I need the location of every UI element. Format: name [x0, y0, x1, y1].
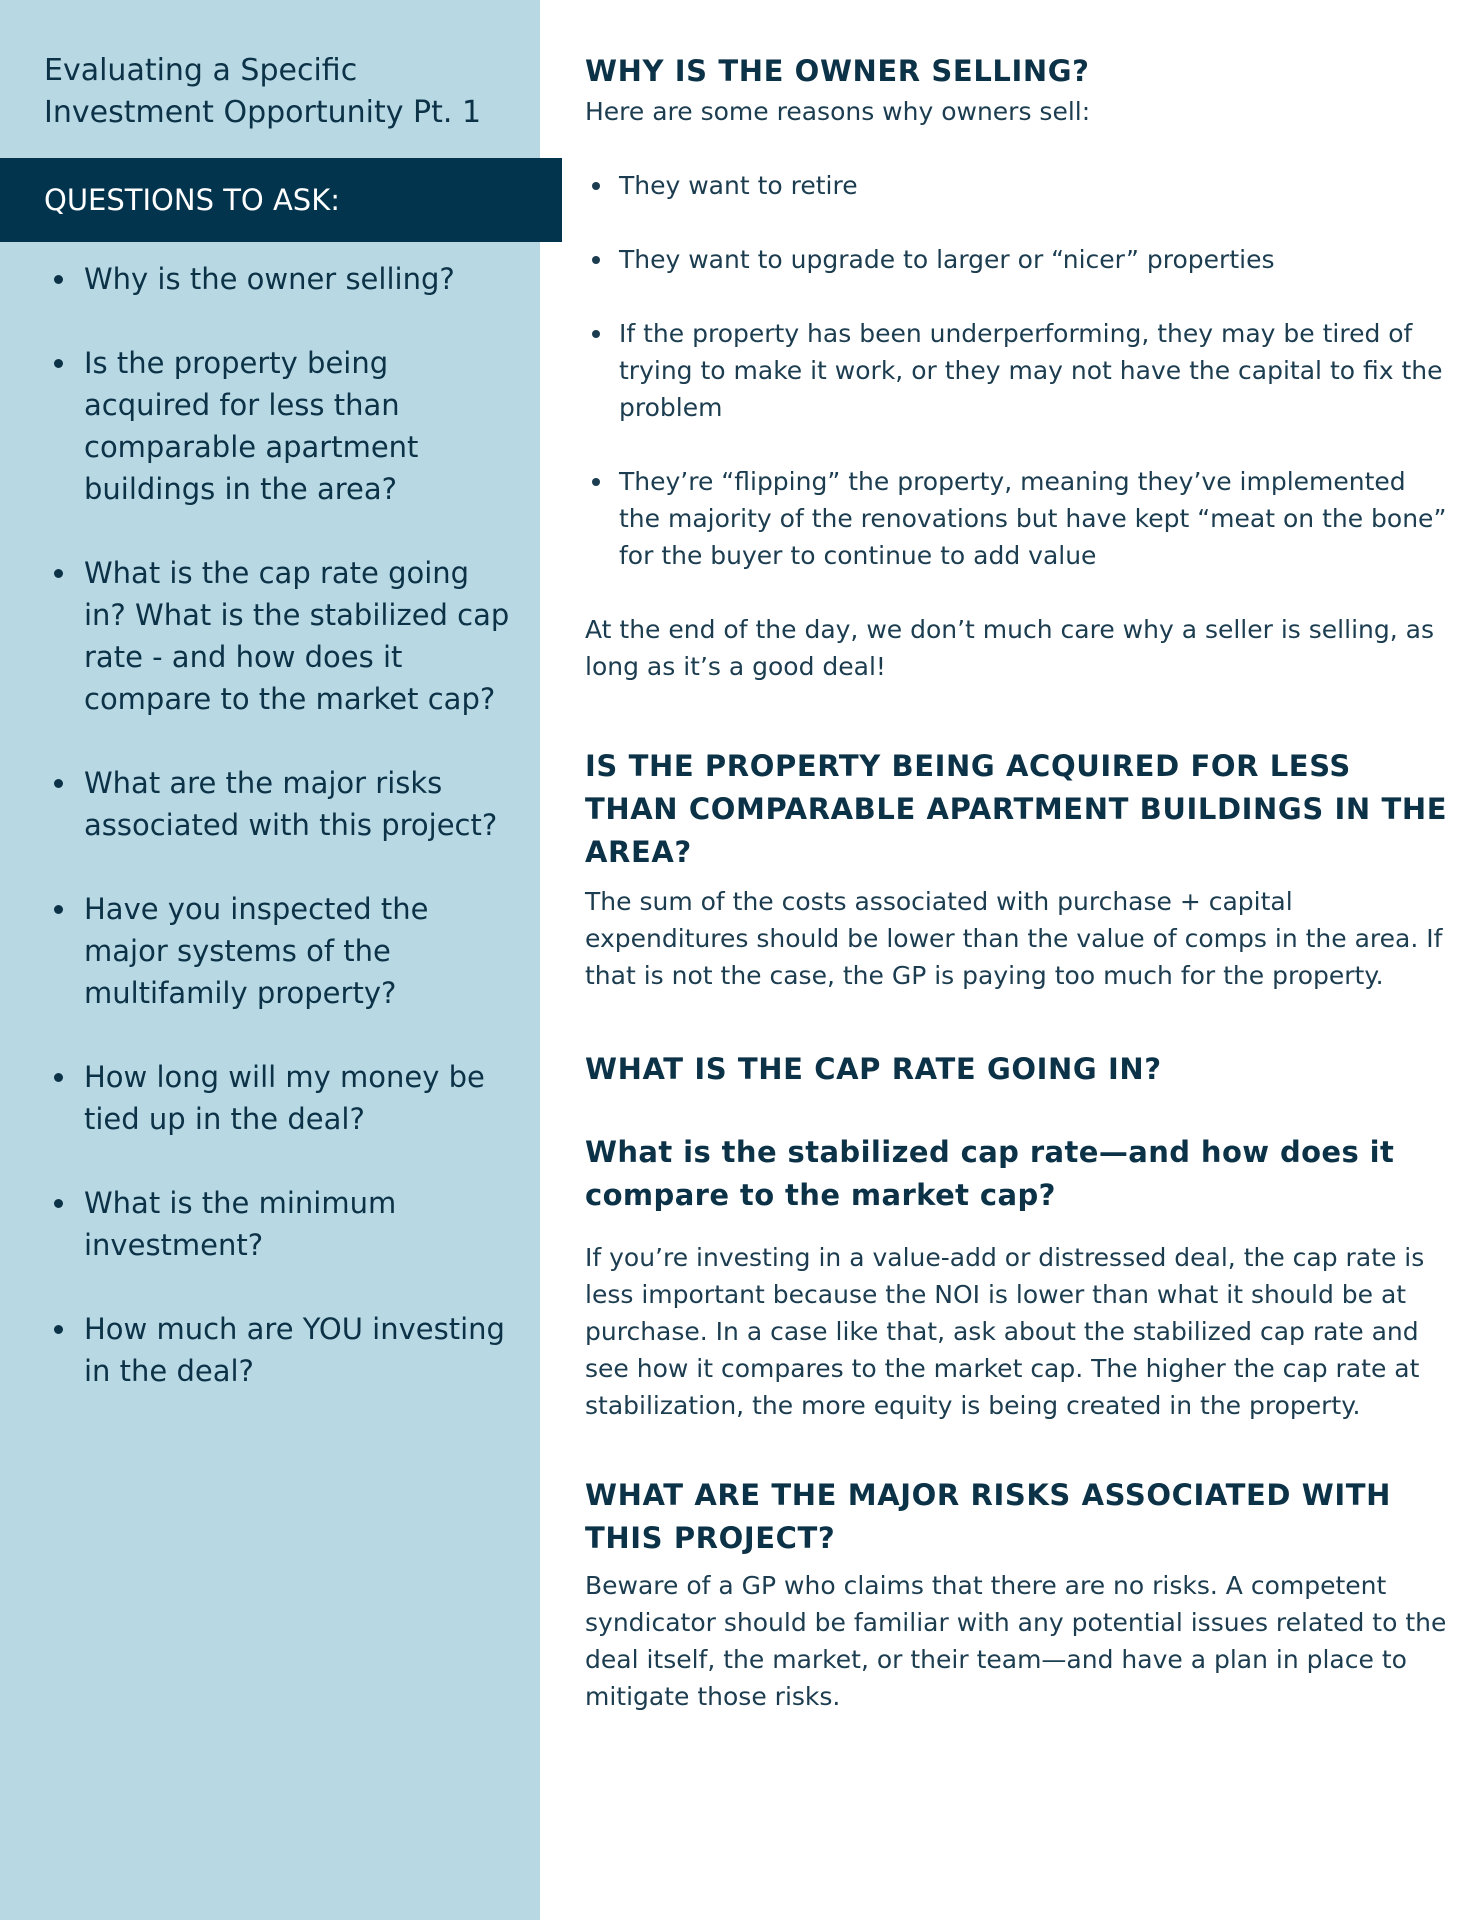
section-cap-rate	[585, 1048, 1450, 1424]
questions-header: QUESTIONS TO ASK:	[0, 158, 562, 242]
question-item: How long will my money be tied up in the deal?	[44, 1056, 514, 1140]
document-title: Evaluating a Specific Investment Opportunity Pt. 1	[44, 53, 482, 130]
section-body: The sum of the costs associated with purchase + capital expenditures should be lower than the value of comps in the area. If that is not the case, the GP is paying too much for the property.	[585, 887, 1443, 990]
section-owner-selling	[585, 50, 1450, 685]
reasons-list	[585, 167, 1450, 574]
questions-list	[44, 258, 514, 1434]
section-comparable-buildings	[585, 745, 1450, 994]
reason-item: They want to upgrade to larger or “nicer” properties	[585, 241, 1450, 278]
reason-item: If the property has been underperforming, they may be tired of trying to make it work, or they may not have the capital to fix the problem	[585, 315, 1450, 426]
section-body: Beware of a GP who claims that there are no risks. A competent syndicator should be familiar with any potential issues related to the deal itself, the market, or their team—and have a plan in place to mitigate those risks.	[585, 1571, 1447, 1711]
question-item: What is the minimum investment?	[44, 1182, 514, 1266]
sidebar-panel	[0, 0, 540, 1920]
main-content	[585, 50, 1450, 1715]
question-item: Why is the owner selling?	[44, 258, 514, 300]
question-item: Have you inspected the major systems of the multifamily property?	[44, 888, 514, 1014]
section-body: If you’re investing in a value-add or distressed deal, the cap rate is less important because the NOI is lower than what it should be at purchase. In a case like that, ask about the stabilized cap rate and see how it compares to the market cap. The higher the cap rate at stabilization, the more equity is being created in the property.	[585, 1243, 1425, 1420]
section-heading: WHAT IS THE CAP RATE GOING IN?	[585, 1052, 1162, 1086]
question-item: What are the major risks associated with this project?	[44, 762, 514, 846]
section-heading: WHAT ARE THE MAJOR RISKS ASSOCIATED WITH THIS PROJECT?	[585, 1478, 1392, 1555]
section-major-risks	[585, 1474, 1450, 1715]
section-heading: WHY IS THE OWNER SELLING?	[585, 54, 1090, 88]
section-intro: Here are some reasons why owners sell:	[585, 97, 1091, 126]
section-conclusion: At the end of the day, we don’t much care why a seller is selling, as long as it’s a good deal!	[585, 615, 1434, 681]
question-item: What is the cap rate going in? What is the stabilized cap rate - and how does it compare to the market cap?	[44, 552, 514, 720]
section-subheading: What is the stabilized cap rate—and how does it compare to the market cap?	[585, 1135, 1395, 1212]
section-heading: IS THE PROPERTY BEING ACQUIRED FOR LESS THAN COMPARABLE APARTMENT BUILDINGS IN THE AREA?	[585, 749, 1448, 869]
question-item: Is the property being acquired for less than comparable apartment buildings in the area?	[44, 342, 514, 510]
reason-item: They’re “flipping” the property, meaning they’ve implemented the majority of the renovations but have kept “meat on the bone” for the buyer to continue to add value	[585, 463, 1450, 574]
question-item: How much are YOU investing in the deal?	[44, 1308, 514, 1392]
reason-item: They want to retire	[585, 167, 1450, 204]
